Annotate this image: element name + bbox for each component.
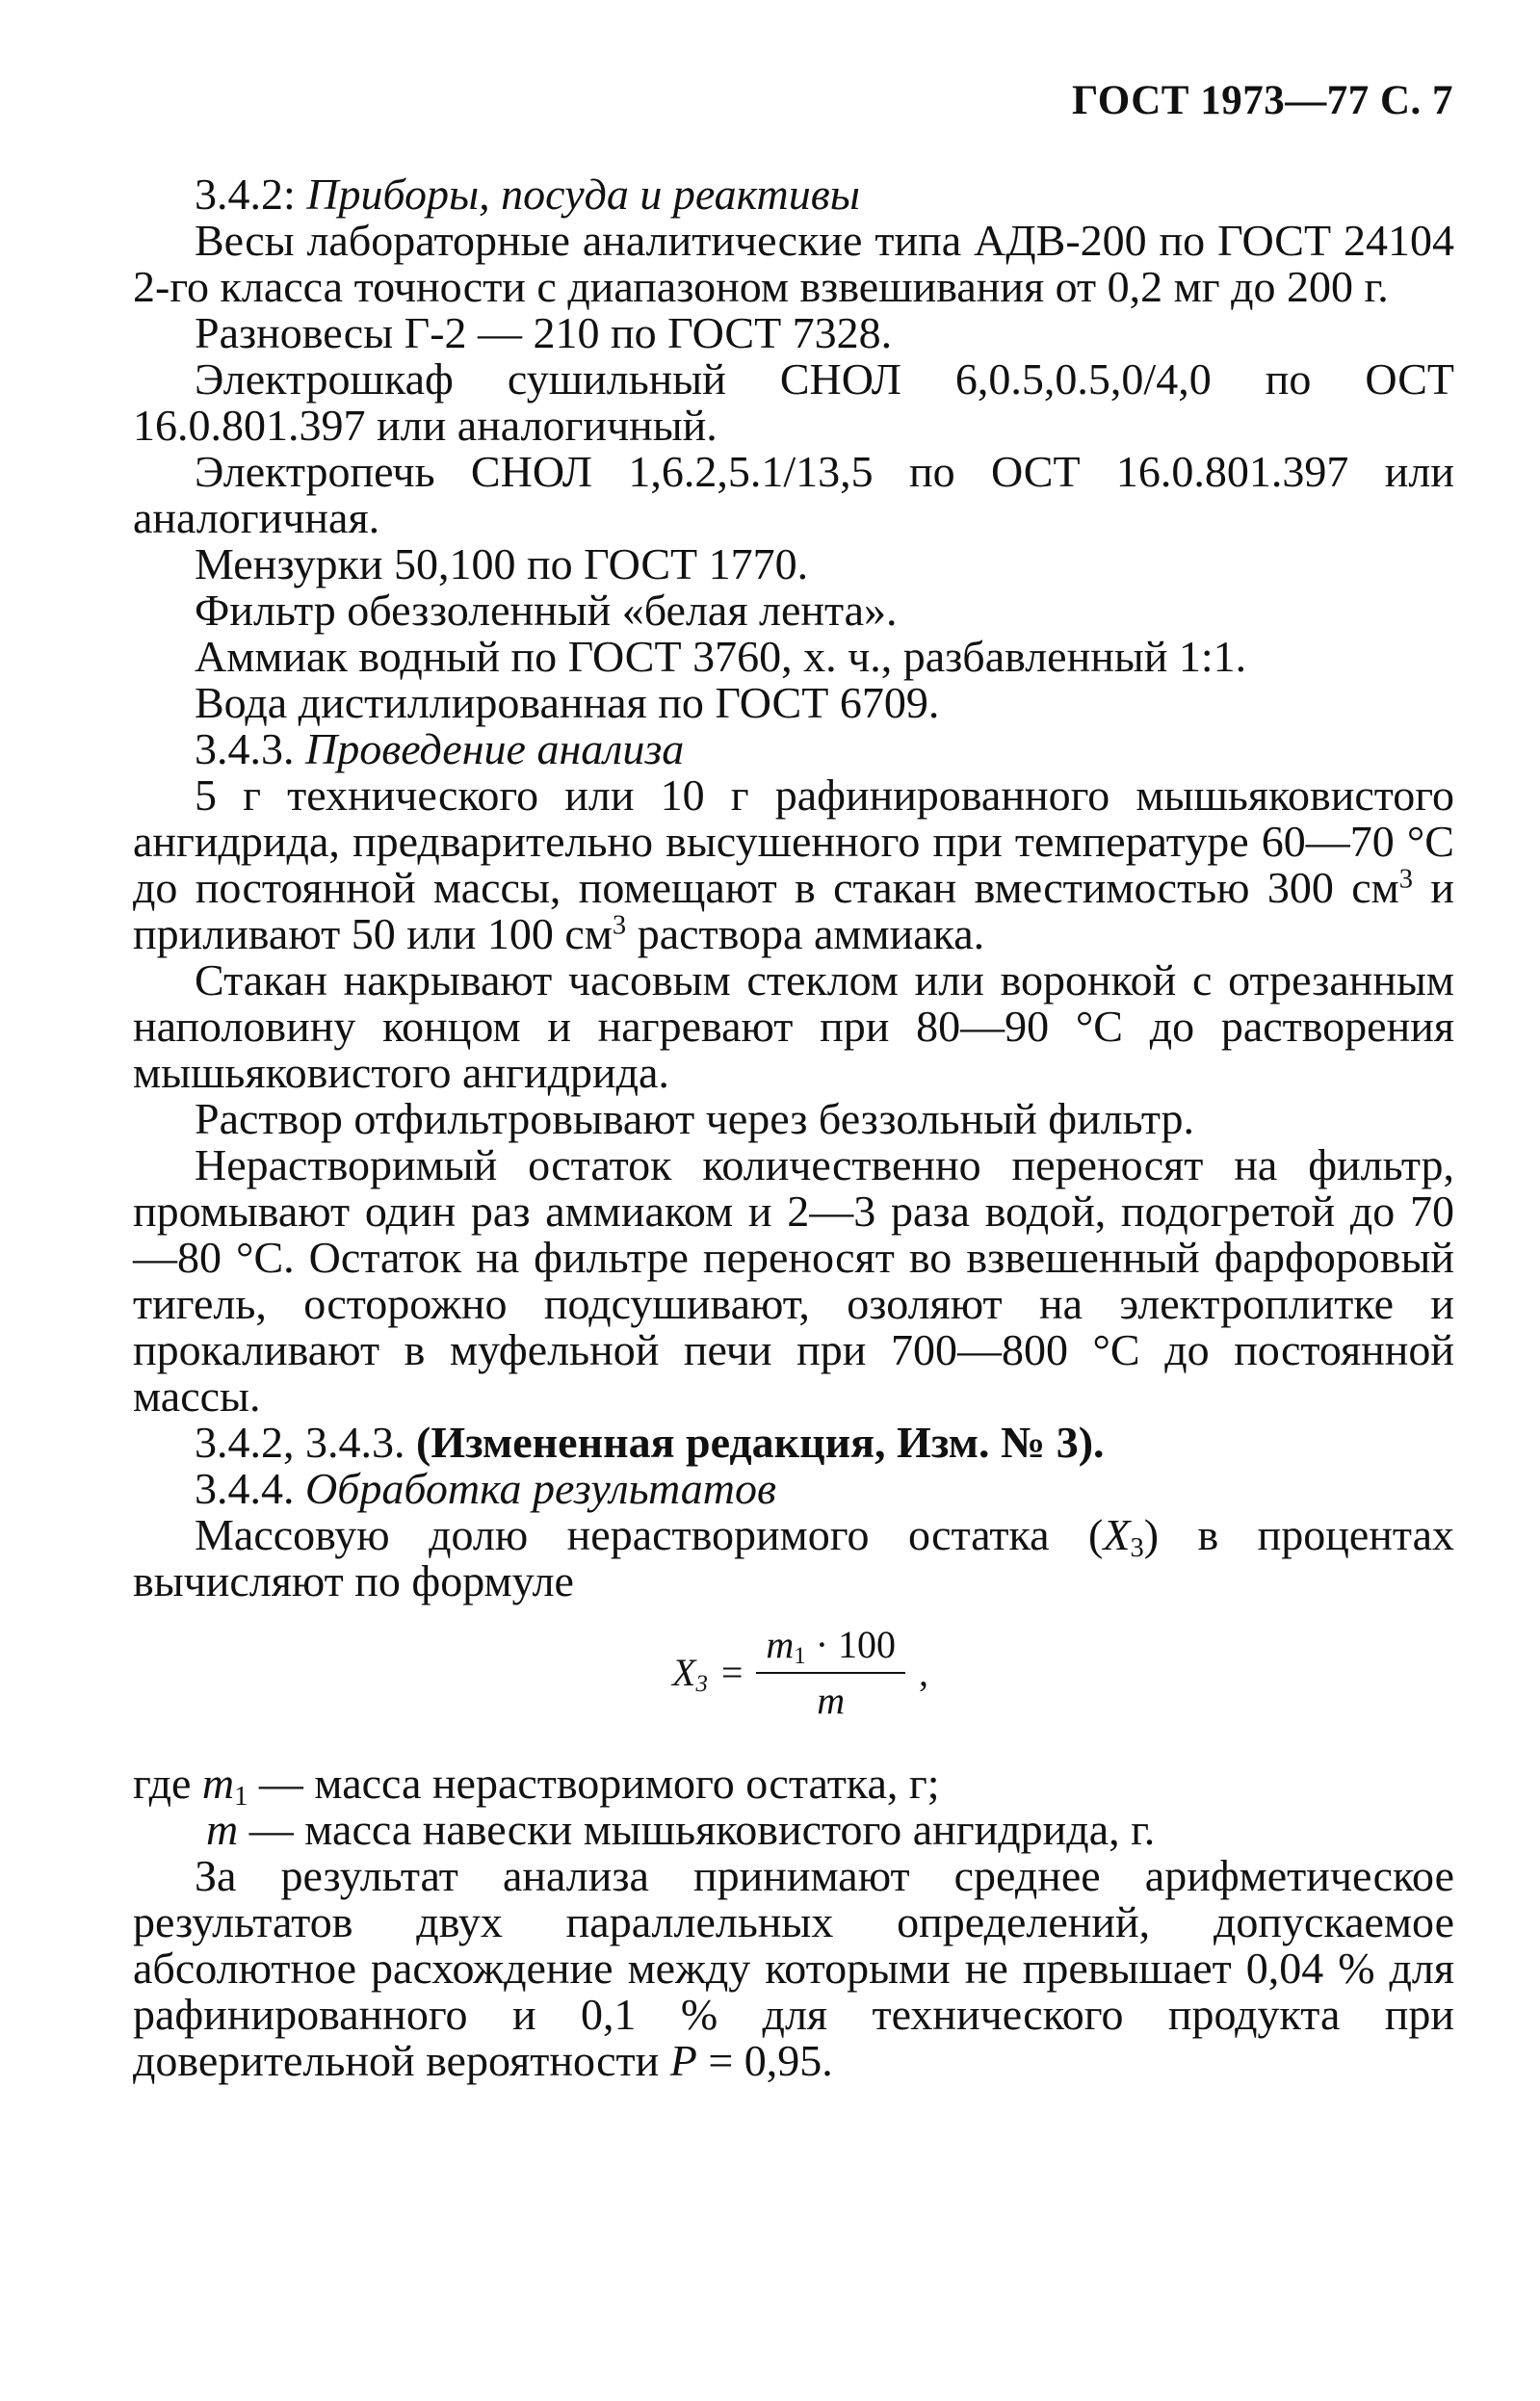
section-number: 3.4.2: — [195, 170, 296, 219]
procedure-paragraph-3: Раствор отфильтровывают через беззольный фильтр. — [195, 1094, 1195, 1143]
equipment-item-6: Фильтр обеззоленный «белая лента». — [195, 586, 898, 635]
formula-equals: = — [720, 1651, 744, 1694]
section-number: 3.4.3. — [195, 724, 295, 773]
procedure-paragraph-4: Нерастворимый остаток количественно переносят на фильтр, промывают один раз аммиаком и 2—3 раза водой, подогретой до 70—80 °С. Остаток на фильтре переносят во взвешенный фарфоровый тигель, осторожно подсушивают, озоляют на электроплитке и прокаливают в муфельной печи при 700—800 °С до постоянной массы. — [133, 1140, 1454, 1421]
amendment-text: (Измененная редакция, Изм. № 3). — [416, 1418, 1105, 1467]
procedure-paragraph-2: Стакан накрывают часовым стеклом или воронкой с отрезанным наполовину концом и нагревают при 80—90 °С до растворения мышьяковистого ангидрида. — [133, 955, 1454, 1097]
formula-legend-2: m — масса навески мышьяковистого ангидрида, г. — [206, 1805, 1156, 1854]
formula-denominator: m — [817, 1679, 846, 1722]
running-header: ГОСТ 1973—77 С. 7 — [1071, 78, 1453, 123]
formula-trailing-comma: , — [919, 1651, 929, 1694]
section-heading-3-4-2 — [133, 171, 1454, 218]
equipment-item-2: Разновесы Г-2 — 210 по ГОСТ 7328. — [195, 308, 893, 357]
results-paragraph-1: Массовую долю нерастворимого остатка $(X_3)$ в процентах вычисляют по формуле — [133, 1510, 1454, 1605]
formula-numerator: $m_1 \cdot 100$ — [756, 1622, 905, 1674]
equipment-item-4: Электропечь СНОЛ 1,6.2,5.1/13,5 по ОСТ 16.0.801.397 или аналогичная. — [133, 447, 1454, 542]
amendment-note — [133, 1420, 1454, 1466]
section-title: Проведение анализа — [305, 724, 685, 773]
formula-legend-1: где $m_1$ — масса нерастворимого остатка, г; — [133, 1759, 940, 1813]
section-title: Обработка результатов — [305, 1464, 776, 1513]
equipment-item-8: Вода дистиллированная по ГОСТ 6709. — [195, 678, 940, 727]
section-heading-3-4-3 — [133, 726, 1454, 772]
equipment-item-5: Мензурки 50,100 по ГОСТ 1770. — [195, 539, 809, 588]
equipment-item-7: Аммиак водный по ГОСТ 3760, х. ч., разбавленный 1:1. — [195, 632, 1247, 681]
results-paragraph-2: За результат анализа принимают среднее арифметическое результатов двух параллельных определений, допускаемое абсолютное расхождение между которыми не превышает 0,04 % для рафинированного и 0,1 % для технического продукта при доверительной вероятности P = 0,95. — [133, 1851, 1454, 2085]
body-text — [133, 171, 1454, 2084]
formula-block — [133, 1612, 1454, 1757]
section-heading-3-4-4 — [133, 1466, 1454, 1512]
formula — [672, 1622, 928, 1724]
equipment-item-1: Весы лабораторные аналитические типа АДВ-200 по ГОСТ 24104 2-го класса точности с диапазоном взвешивания от 0,2 мг до 200 г. — [133, 216, 1454, 311]
section-title: Приборы, посуда и реактивы — [306, 170, 860, 219]
amendment-refs: 3.4.2, 3.4.3. — [195, 1418, 405, 1467]
formula-lhs: $X_3$ — [672, 1651, 708, 1698]
formula-fraction — [756, 1622, 905, 1724]
section-number: 3.4.4. — [195, 1464, 295, 1513]
equipment-item-3: Электрошкаф сушильный СНОЛ 6,0.5,0.5,0/4,0 по ОСТ 16.0.801.397 или аналогичный. — [133, 354, 1454, 450]
procedure-paragraph-1: 5 г технического или 10 г рафинированного мышьяковистого ангидрида, предварительно высушенного при температуре 60—70 °С до постоянной массы, помещают в стакан вместимостью 300 $см^3$ и приливают 50 или 100 $см^3$ раствора аммиака. — [133, 770, 1454, 958]
